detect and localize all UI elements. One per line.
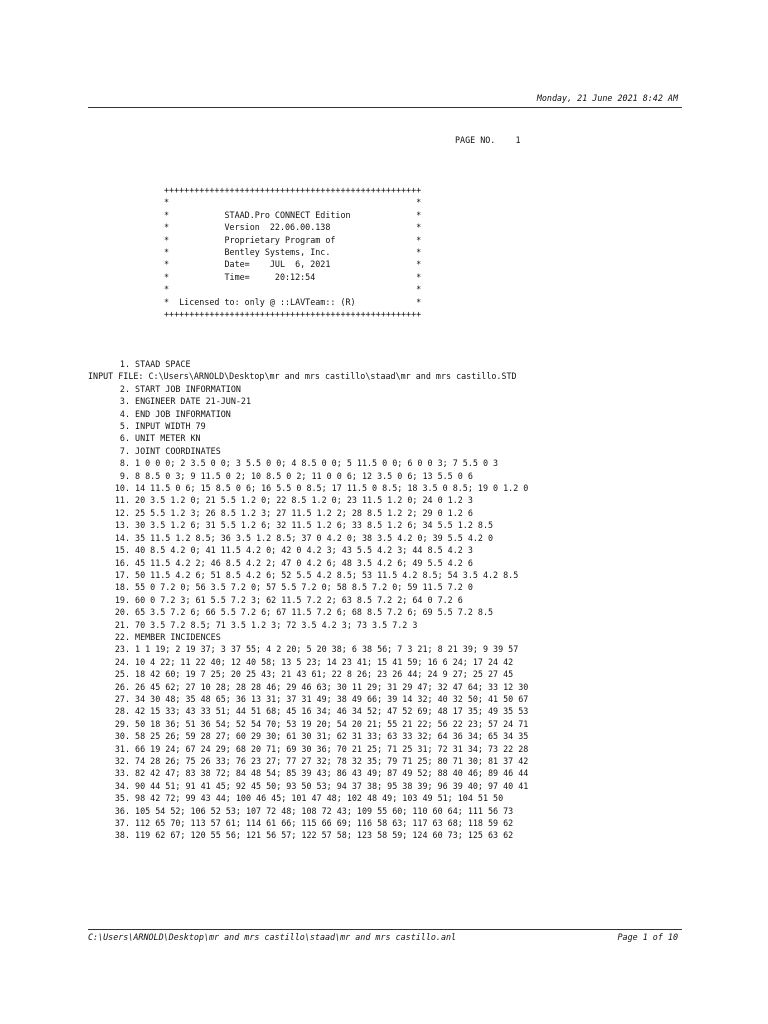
input-line	[88, 619, 528, 631]
program-banner	[164, 184, 421, 320]
input-line	[88, 668, 528, 680]
banner-line: * *	[164, 197, 422, 208]
input-line	[88, 805, 528, 817]
line-number: 18.	[114, 582, 130, 593]
line-text: 25 5.5 1.2 3; 26 8.5 1.2 3; 27 11.5 1.2 2; 28 8.5 1.2 2; 29 0 1.2 6	[130, 507, 473, 518]
line-text: 60 0 7.2 3; 61 5.5 7.2 3; 62 11.5 7.2 2; 63 8.5 7.2 2; 64 0 7.2 6	[130, 594, 463, 605]
line-text: 10 4 22; 11 22 40; 12 40 58; 13 5 23; 14 23 41; 15 41 59; 16 6 24; 17 24 42	[130, 656, 514, 667]
input-line	[88, 519, 528, 531]
line-text: 65 3.5 7.2 6; 66 5.5 7.2 6; 67 11.5 7.2 6; 68 8.5 7.2 6; 69 5.5 7.2 8.5	[130, 607, 494, 618]
input-line	[88, 482, 528, 494]
line-text: START JOB INFORMATION	[130, 383, 241, 394]
input-line	[88, 780, 528, 792]
input-line	[88, 829, 528, 841]
line-number: 17.	[114, 569, 130, 580]
input-line	[88, 457, 528, 469]
line-number: 9.	[119, 470, 130, 481]
line-text: 50 18 36; 51 36 54; 52 54 70; 53 19 20; 54 20 21; 55 21 22; 56 22 23; 57 24 71	[130, 718, 529, 729]
footer-file-path: C:\Users\ARNOLD\Desktop\mr and mrs castillo\staad\mr and mrs castillo.anl	[88, 932, 457, 942]
banner-line: * Bentley Systems, Inc. *	[164, 247, 422, 258]
input-line	[88, 383, 528, 395]
input-line	[88, 817, 528, 829]
banner-line: +++++++++++++++++++++++++++++++++++++++++++++++++++	[164, 309, 422, 320]
input-line	[88, 395, 528, 407]
line-number: 30.	[114, 731, 130, 742]
line-text: 112 65 70; 113 57 61; 114 61 66; 115 66 69; 116 58 63; 117 63 68; 118 59 62	[130, 818, 514, 829]
line-text: 34 30 48; 35 48 65; 36 13 31; 37 31 49; 38 49 66; 39 14 32; 40 32 50; 41 50 67	[130, 693, 529, 704]
line-text: 50 11.5 4.2 6; 51 8.5 4.2 6; 52 5.5 4.2 8.5; 53 11.5 4.2 8.5; 54 3.5 4.2 8.5	[130, 569, 519, 580]
input-listing	[88, 358, 528, 842]
line-number: 15.	[114, 545, 130, 556]
line-number: 7.	[119, 445, 130, 456]
banner-line: * Date= JUL 6, 2021 *	[164, 259, 422, 270]
line-number: 3.	[119, 396, 130, 407]
footer-rule	[88, 929, 682, 930]
line-number: 5.	[119, 421, 130, 432]
line-number: 37.	[114, 818, 130, 829]
banner-line: * Licensed to: only @ ::LAVTeam:: (R) *	[164, 296, 422, 307]
line-number: 16.	[114, 557, 130, 568]
input-line	[88, 557, 528, 569]
line-text: INPUT WIDTH 79	[130, 421, 206, 432]
line-text: 82 42 47; 83 38 72; 84 48 54; 85 39 43; 86 43 49; 87 49 52; 88 40 46; 89 46 44	[130, 768, 529, 779]
line-text: 26 45 62; 27 10 28; 28 28 46; 29 46 63; 30 11 29; 31 29 47; 32 47 64; 33 12 30	[130, 681, 529, 692]
footer-page-count: Page 1 of 10	[617, 932, 678, 942]
line-text: 74 28 26; 75 26 33; 76 23 27; 77 27 32; 78 32 35; 79 71 25; 80 71 30; 81 37 42	[130, 756, 529, 766]
line-text: 40 8.5 4.2 0; 41 11.5 4.2 0; 42 0 4.2 3; 43 5.5 4.2 3; 44 8.5 4.2 3	[130, 545, 473, 556]
line-text: 18 42 60; 19 7 25; 20 25 43; 21 43 61; 22 8 26; 23 26 44; 24 9 27; 25 27 45	[130, 669, 514, 680]
input-line	[88, 693, 528, 705]
line-text: ENGINEER DATE 21-JUN-21	[130, 396, 252, 407]
input-file-line: INPUT FILE: C:\Users\ARNOLD\Desktop\mr and mrs castillo\staad\mr and mrs castillo.STD	[88, 371, 517, 382]
banner-line: * Proprietary Program of *	[164, 234, 422, 245]
line-text: 105 54 52; 106 52 53; 107 72 48; 108 72 43; 109 55 60; 110 60 64; 111 56 73	[130, 805, 514, 816]
line-number: 32.	[114, 756, 130, 766]
input-line	[88, 643, 528, 655]
input-line	[88, 792, 528, 804]
banner-line: * STAAD.Pro CONNECT Edition *	[164, 209, 422, 220]
line-number: 22.	[114, 631, 130, 642]
input-line	[88, 420, 528, 432]
input-line	[88, 569, 528, 581]
line-number: 31.	[114, 743, 130, 754]
input-line	[88, 532, 528, 544]
input-line	[88, 743, 528, 755]
input-line	[88, 755, 528, 767]
line-text: STAAD SPACE	[130, 359, 191, 369]
line-text: END JOB INFORMATION	[130, 408, 231, 419]
input-line	[88, 445, 528, 457]
line-number: 33.	[114, 768, 130, 779]
line-text: 70 3.5 7.2 8.5; 71 3.5 1.2 3; 72 3.5 4.2 3; 73 3.5 7.2 3	[130, 619, 418, 630]
input-line	[88, 358, 528, 370]
line-text: 90 44 51; 91 41 45; 92 45 50; 93 50 53; 94 37 38; 95 38 39; 96 39 40; 97 40 41	[130, 780, 529, 791]
line-number: 14.	[114, 532, 130, 543]
banner-line: * Time= 20:12:54 *	[164, 271, 422, 282]
line-number: 13.	[114, 520, 130, 531]
line-number: 10.	[114, 483, 130, 494]
line-number: 27.	[114, 693, 130, 704]
line-text: 1 1 19; 2 19 37; 3 37 55; 4 2 20; 5 20 38; 6 38 56; 7 3 21; 8 21 39; 9 39 57	[130, 644, 519, 655]
line-number: 34.	[114, 780, 130, 791]
line-text: 66 19 24; 67 24 29; 68 20 71; 69 30 36; 70 21 25; 71 25 31; 72 31 34; 73 22 28	[130, 743, 529, 754]
line-number: 29.	[114, 718, 130, 729]
input-line	[88, 470, 528, 482]
line-number: 19.	[114, 594, 130, 605]
banner-line: +++++++++++++++++++++++++++++++++++++++++++++++++++	[164, 185, 422, 195]
banner-line: * *	[164, 284, 422, 295]
line-number: 12.	[114, 507, 130, 518]
line-number: 8.	[119, 458, 130, 469]
line-number: 24.	[114, 656, 130, 667]
input-line	[88, 730, 528, 742]
input-line	[88, 594, 528, 606]
line-text: 58 25 26; 59 28 27; 60 29 30; 61 30 31; 62 31 33; 63 33 32; 64 36 34; 65 34 35	[130, 731, 529, 742]
line-number: 38.	[114, 830, 130, 841]
header-datetime: Monday, 21 June 2021 8:42 AM	[536, 93, 678, 103]
line-number: 1.	[119, 359, 130, 369]
line-number: 35.	[114, 793, 130, 804]
line-text: 14 11.5 0 6; 15 8.5 0 6; 16 5.5 0 8.5; 17 11.5 0 8.5; 18 3.5 0 8.5; 19 0 1.2 0	[130, 483, 529, 494]
header-rule	[88, 107, 682, 108]
line-text: 98 42 72; 99 43 44; 100 46 45; 101 47 48; 102 48 49; 103 49 51; 104 51 50	[130, 793, 504, 804]
banner-line: * Version 22.06.00.138 *	[164, 222, 422, 233]
line-number: 4.	[119, 408, 130, 419]
line-text: UNIT METER KN	[130, 433, 201, 444]
input-line	[88, 432, 528, 444]
line-number: 20.	[114, 607, 130, 618]
input-line	[88, 681, 528, 693]
input-line	[88, 544, 528, 556]
input-line	[88, 718, 528, 730]
input-line	[88, 767, 528, 779]
line-number: 25.	[114, 669, 130, 680]
line-text: JOINT COORDINATES	[130, 445, 221, 456]
line-number: 2.	[119, 383, 130, 394]
line-text: 119 62 67; 120 55 56; 121 56 57; 122 57 58; 123 58 59; 124 60 73; 125 63 62	[130, 830, 514, 841]
line-text: 45 11.5 4.2 2; 46 8.5 4.2 2; 47 0 4.2 6; 48 3.5 4.2 6; 49 5.5 4.2 6	[130, 557, 473, 568]
input-line	[88, 494, 528, 506]
line-text: 35 11.5 1.2 8.5; 36 3.5 1.2 8.5; 37 0 4.2 0; 38 3.5 4.2 0; 39 5.5 4.2 0	[130, 532, 494, 543]
line-number: 11.	[114, 495, 130, 506]
input-line	[88, 631, 528, 643]
line-number: 6.	[119, 433, 130, 444]
line-number: 28.	[114, 706, 130, 717]
line-text: 1 0 0 0; 2 3.5 0 0; 3 5.5 0 0; 4 8.5 0 0; 5 11.5 0 0; 6 0 0 3; 7 5.5 0 3	[130, 458, 499, 469]
input-line	[88, 581, 528, 593]
line-text: 30 3.5 1.2 6; 31 5.5 1.2 6; 32 11.5 1.2 6; 33 8.5 1.2 6; 34 5.5 1.2 8.5	[130, 520, 494, 531]
line-text: 8 8.5 0 3; 9 11.5 0 2; 10 8.5 0 2; 11 0 0 6; 12 3.5 0 6; 13 5.5 0 6	[130, 470, 473, 481]
line-number: 21.	[114, 619, 130, 630]
input-line	[88, 656, 528, 668]
input-line	[88, 606, 528, 618]
input-line	[88, 507, 528, 519]
line-text: 55 0 7.2 0; 56 3.5 7.2 0; 57 5.5 7.2 0; 58 8.5 7.2 0; 59 11.5 7.2 0	[130, 582, 473, 593]
line-text: 20 3.5 1.2 0; 21 5.5 1.2 0; 22 8.5 1.2 0; 23 11.5 1.2 0; 24 0 1.2 3	[130, 495, 473, 506]
input-line	[88, 705, 528, 717]
line-number: 36.	[114, 805, 130, 816]
line-number: 23.	[114, 644, 130, 655]
line-text: MEMBER INCIDENCES	[130, 631, 221, 642]
line-text: 42 15 33; 43 33 51; 44 51 68; 45 16 34; 46 34 52; 47 52 69; 48 17 35; 49 35 53	[130, 706, 529, 717]
line-number: 26.	[114, 681, 130, 692]
page-number: PAGE NO. 1	[455, 135, 521, 145]
input-line	[88, 408, 528, 420]
